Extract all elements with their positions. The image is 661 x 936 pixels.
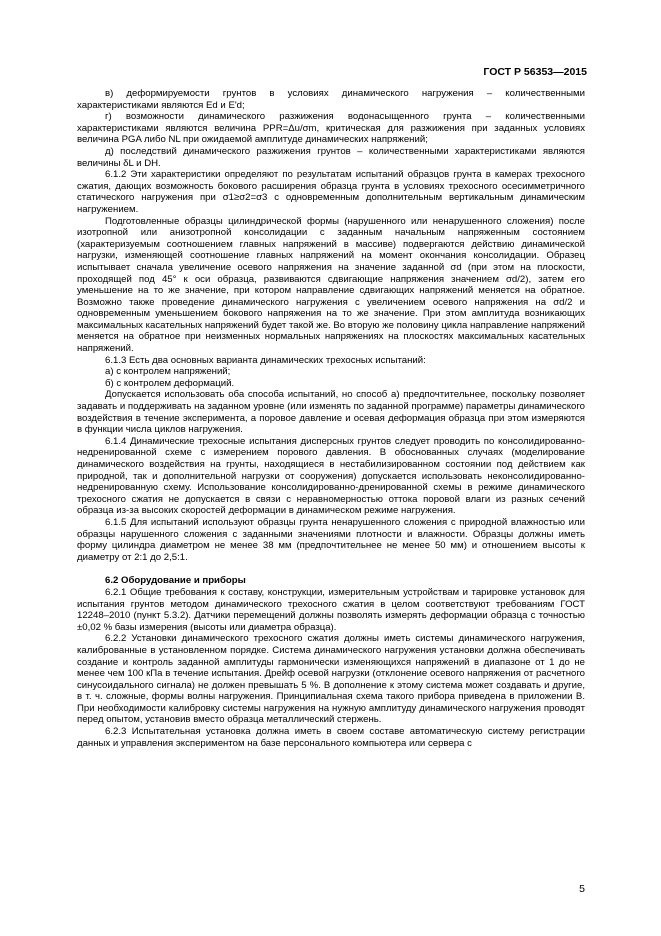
paragraph-item-d: д) последствий динамического разжижения грунтов – количественными характеристиками являются величины δL и DH. (77, 145, 585, 169)
paragraph-option-a: а) с контролем напряжений; (105, 366, 231, 378)
paragraph-6-2-1: 6.2.1 Общие требования к составу, конструкции, измерительным устройствам и тарировке установок для испытания грунтов методом динамического трехосного сжатия в целом соответствуют требованиям ГОСТ 12248–2010 (пункт 5.3.2). Датчики перемещений должны позволять измерять деформации образца с точностью ±0,02 % базы измерения (высоты или диаметра образца). (77, 586, 585, 633)
paragraph-option-b: б) с контролем деформаций. (105, 377, 235, 389)
paragraph-6-2-2: 6.2.2 Установки динамического трехосного сжатия должны иметь системы динамического нагружения, калиброванные в установленном порядке. Система динамического нагружения установки должна обеспечивать создание и контроль заданной амплитуды гармонически изменяющихся напряжений в диапазоне от 1 до не менее чем 100 кПа в течение испытания. Дрейф осевой нагрузки (отклонение осевого напряжения от расчетного синусоидального сигнала) не должен превышать 5 %. В дополнение к этому система может создавать и другие, в т. ч. сложные, формы волны нагружения. Принципиальная схема такого прибора приведена в приложении В. При необходимости калибровку системы нагружения на нужную амплитуду динамического нагружения проводят перед опытом, установив вместо образца металлический стержень. (77, 633, 585, 726)
paragraph-item-g: г) возможности динамического разжижения водонасыщенного грунта – количественными характеристиками являются величина PPR=Δu/σm, критическая для разжижения при заданных условиях величина PGA либо NL при ожидаемой амплитуде динамических напряжений; (77, 111, 585, 146)
paragraph-item-v: в) деформируемости грунтов в условиях динамического нагружения – количественными характеристиками являются Ed и E'd; (77, 88, 585, 111)
section-heading-6-2: 6.2 Оборудование и приборы (105, 575, 246, 587)
paragraph-methods: Допускается использовать оба способа испытаний, но способ а) предпочтительнее, поскольку позволяет задавать и поддерживать на заданном уровне (или изменять по заданной программе) параметры динамического воздействия в течение эксперимента, а поровое давление и осевая деформация образца при этом измеряются в функции числа циклов нагружения. (77, 389, 585, 436)
paragraph-6-1-4: 6.1.4 Динамические трехосные испытания дисперсных грунтов следует проводить по консолидированно-недренированной схеме с измерением порового давления. В обоснованных случаях (моделирование динамического воздействия на грунты, находящиеся в нестабилизированном состоянии под действием как природной, так и дополнительной нагрузки от сооружения) допускается использовать неконсолидированно-недренированную схему. Использование консолидированно-дренированной схемы в режиме динамического трехосного сжатия не допускается в связи с неравномерностью оттока поровой влаги из разных сечений образца из-за высоких скоростей деформации в динамическом режиме нагружения. (77, 435, 585, 517)
document-body (77, 88, 585, 749)
paragraph-6-1-3: 6.1.3 Есть два основных варианта динамических трехосных испытаний: (105, 354, 426, 366)
page-number: 5 (579, 883, 585, 895)
paragraph-6-1-2: 6.1.2 Эти характеристики определяют по результатам испытаний образцов грунта в камерах трехосного сжатия, дающих возможность бокового расширения образца грунта в условиях трехосного осесимметричного статического нагружения при σ1≥σ2=σ3 с одновременным дополнительным вертикальным динамическим нагружением. (77, 169, 585, 215)
paragraph-specimens: Подготовленные образцы цилиндрической формы (нарушенного или ненарушенного сложения) после изотропной или анизотропной консолидации с заданным начальным напряженным состоянием (характеризуемым соотношением главных напряжений в массиве) подвергаются действию динамической нагрузки, изменяющей соотношение главных напряжений на момент окончания консолидации. Образец испытывает сначала увеличение осевого напряжения на значение заданной σd (при этом на плоскости, проходящей под 45° к оси образца, развиваются сдвигающие напряжения значением σd/2), затем его уменьшение на то же значение, при котором направление сдвигающих напряжений меняется на обратное. Возможно также проведение динамического нагружения с увеличением осевого напряжения на σd/2 и одновременным уменьшением бокового напряжения на то же значение. При этом амплитуда возникающих максимальных касательных напряжений будет такой же. Во вторую же половину цикла направление напряжений меняется на обратное при неизменных нормальных напряжениях на плоскостях максимальных касательных напряжений. (77, 215, 585, 355)
paragraph-6-2-3: 6.2.3 Испытательная установка должна иметь в своем составе автоматическую систему регистрации данных и управления экспериментом на базе персонального компьютера или сервера с (77, 726, 585, 749)
standard-header: ГОСТ Р 56353—2015 (483, 66, 587, 78)
paragraph-6-1-5: 6.1.5 Для испытаний используют образцы грунта ненарушенного сложения с природной влажностью или образцы нарушенного сложения с заданными значениями плотности и влажности. Образцы должны иметь форму цилиндра диаметром не менее 38 мм (предпочтительнее не менее 50 мм) и отношением высоты к диаметру от 2:1 до 2,5:1. (77, 516, 585, 563)
